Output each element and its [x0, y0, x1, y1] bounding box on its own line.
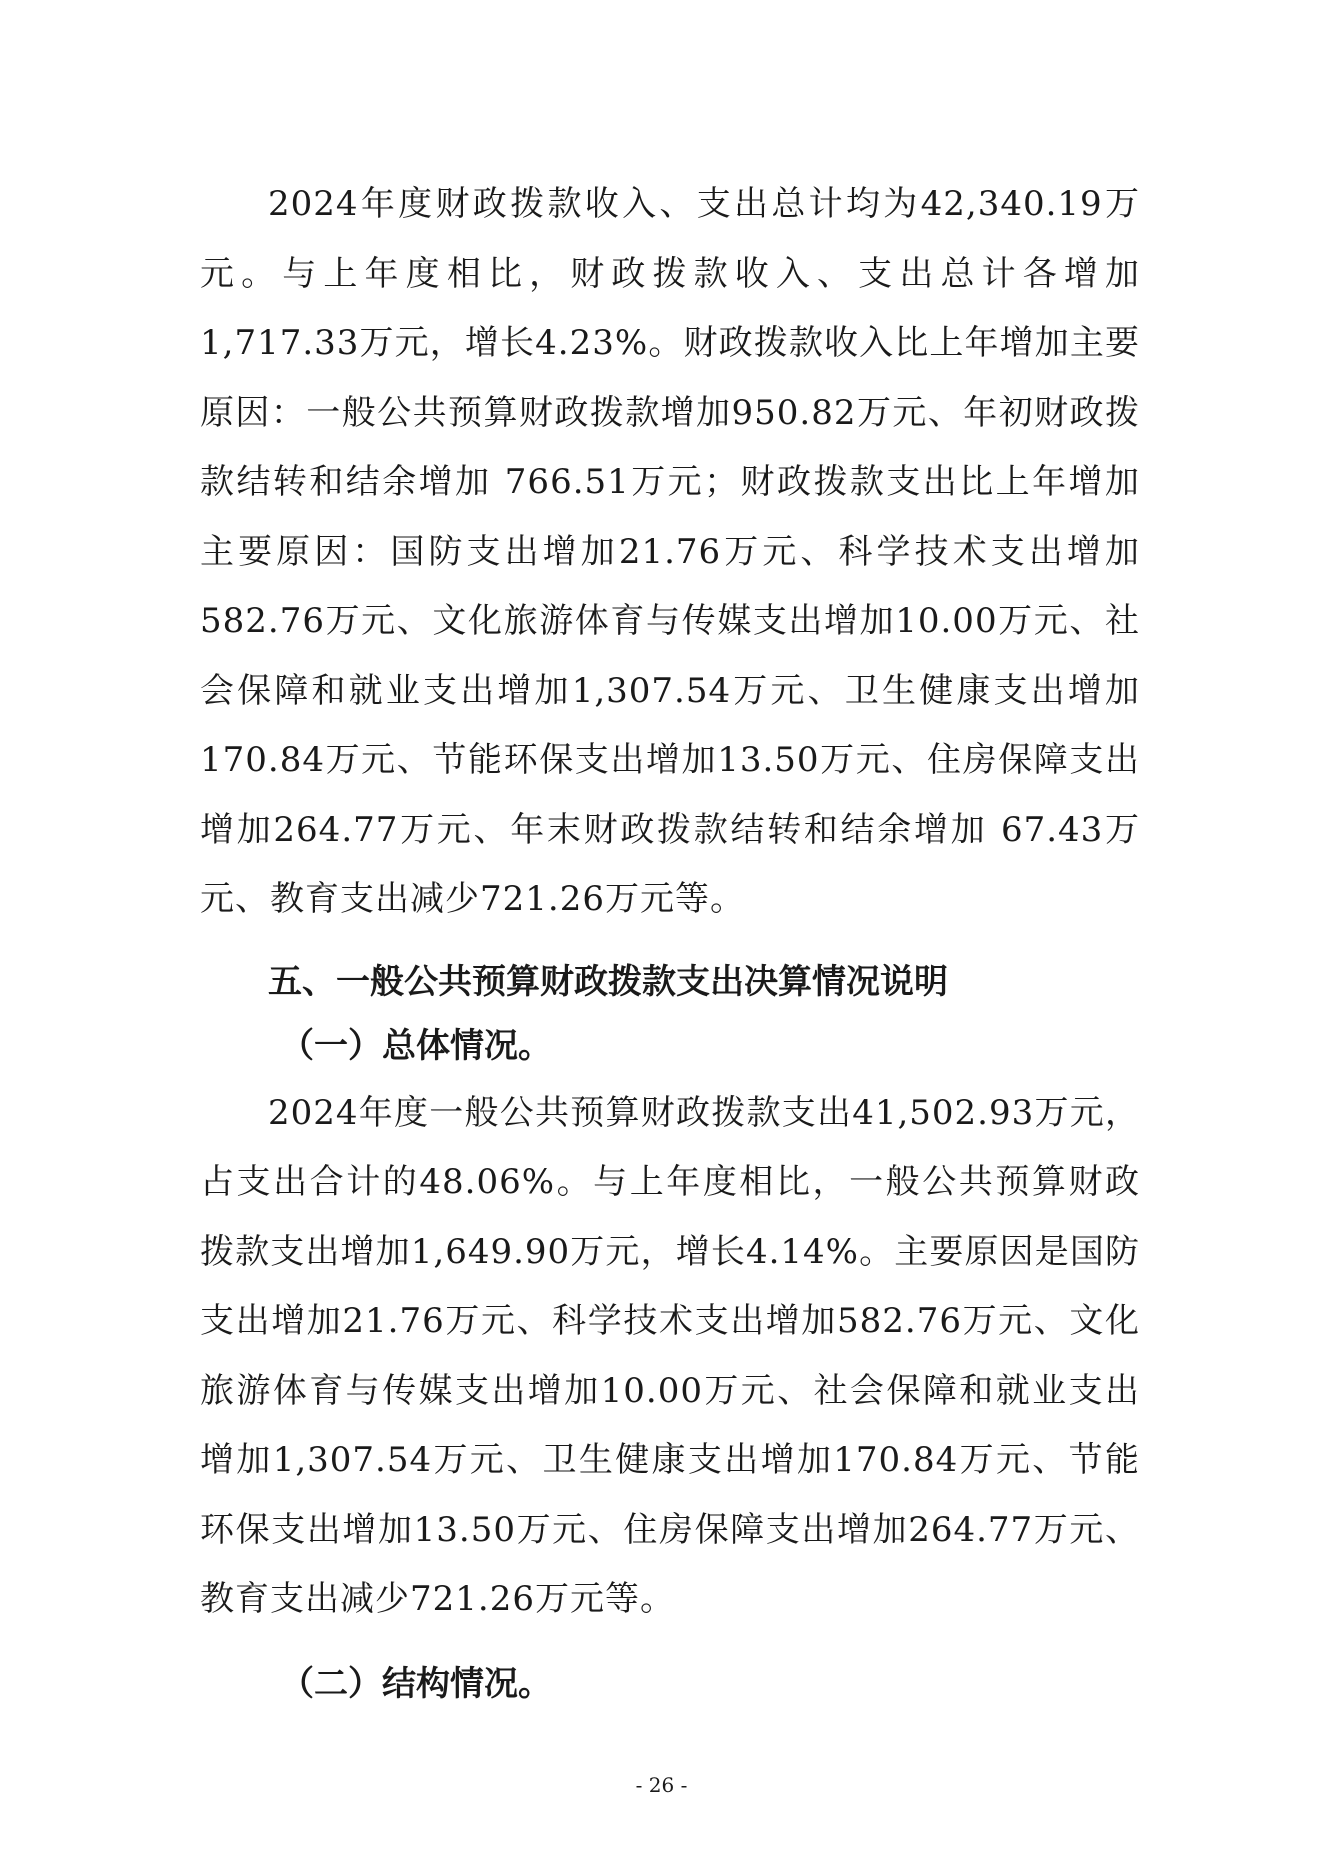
document-body: [200, 170, 1140, 1717]
section-heading: 五、一般公共预算财政拨款支出决算情况说明: [268, 961, 948, 1002]
spacer: [200, 1635, 1140, 1651]
subsection-heading-overall: （一）总体情况。: [280, 1025, 552, 1066]
page-number: - 26 -: [635, 1773, 688, 1797]
spacer: [200, 935, 1140, 951]
paragraph-financial-totals: 2024年度财政拨款收入、支出总计均为42,340.19万元。与上年度相比，财政拨款收入、支出总计各增加1,717.33万元，增长4.23%。财政拨款收入比上年增加主要原因：一般公共预算财政拨款增加950.82万元、年初财政拨款结转和结余增加 766.51万元；财政拨款支出比上年增加主要原因：国防支出增加21.76万元、科学技术支出增加582.76万元、文化旅游体育与传媒支出增加10.00万元、社会保障和就业支出增加1,307.54万元、卫生健康支出增加170.84万元、节能环保支出增加13.50万元、住房保障支出增加264.77万元、年末财政拨款结转和结余增加 67.43万元、教育支出减少721.26万元等。: [200, 184, 1140, 919]
paragraph-general-budget: 2024年度一般公共预算财政拨款支出41,502.93万元，占支出合计的48.06%。与上年度相比，一般公共预算财政拨款支出增加1,649.90万元，增长4.14%。主要原因是国防支出增加21.76万元、科学技术支出增加582.76万元、文化旅游体育与传媒支出增加10.00万元、社会保障和就业支出增加1,307.54万元、卫生健康支出增加170.84万元、节能环保支出增加13.50万元、住房保障支出增加264.77万元、教育支出减少721.26万元等。: [200, 1092, 1140, 1619]
subsection-heading-structure: （二）结构情况。: [280, 1663, 552, 1704]
